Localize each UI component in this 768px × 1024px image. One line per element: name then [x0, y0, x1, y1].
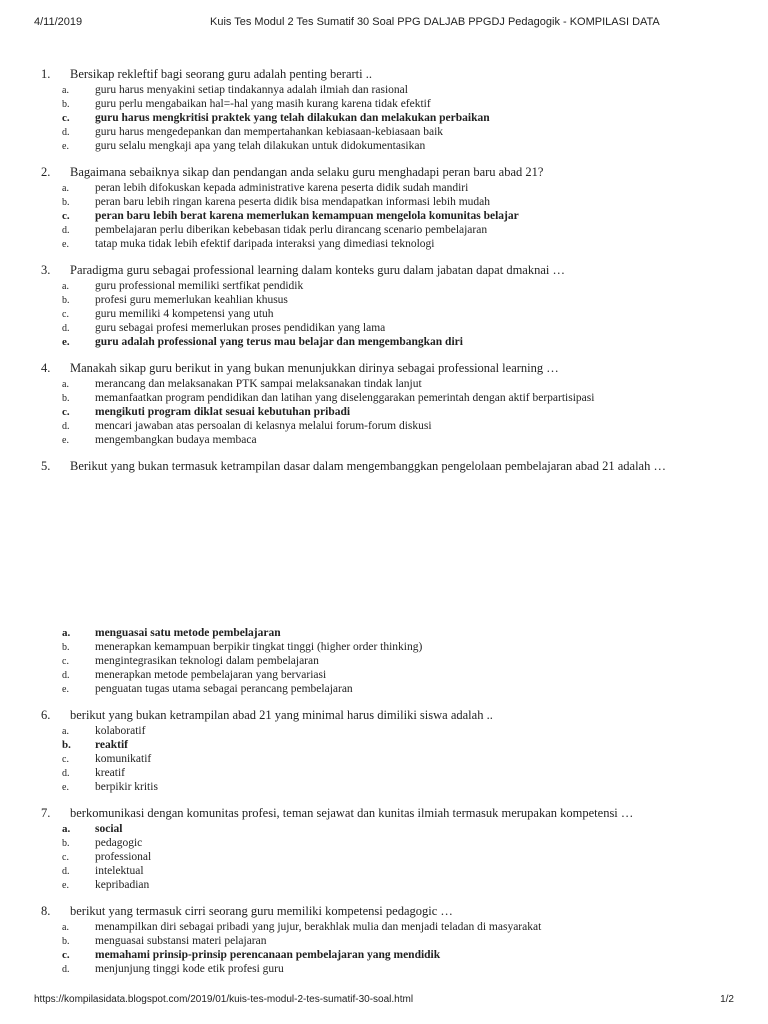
option-text: mengintegrasikan teknologi dalam pembelajaran — [95, 655, 319, 667]
option-letter: d. — [62, 323, 70, 334]
question-6 — [41, 707, 741, 794]
question-number: 5. — [41, 459, 51, 473]
question-body: Bagaimana sebaiknya sikap dan pendangan anda selaku guru menghadapi peran baru abad 21? — [70, 165, 544, 179]
option-text: guru harus mengkritisi praktek yang telah dilakukan dan melakukan perbaikan — [95, 112, 490, 124]
option-letter: c. — [62, 852, 69, 863]
option-d — [41, 223, 741, 237]
option-text: guru selalu mengkaji apa yang telah dilakukan untuk didokumentasikan — [95, 140, 426, 152]
option-letter: a. — [62, 627, 71, 639]
question-8 — [41, 903, 741, 976]
option-letter: a. — [62, 183, 69, 194]
option-e — [41, 433, 741, 447]
option-letter: e. — [62, 239, 69, 250]
option-text: guru harus mengedepankan dan mempertahankan kebiasaan-kebiasaan baik — [95, 126, 444, 138]
option-text: menguasai substansi materi pelajaran — [95, 935, 267, 947]
option-letter: c. — [62, 754, 69, 765]
option-letter: c. — [62, 656, 69, 667]
option-text: pedagogic — [95, 837, 143, 849]
option-letter: e. — [62, 880, 69, 891]
question-body: Bersikap rekleftif bagi seorang guru adalah penting berarti .. — [70, 67, 372, 81]
option-c-answer — [41, 948, 741, 962]
question-number: 1. — [41, 67, 51, 81]
option-c-answer — [41, 111, 741, 125]
option-text: guru professional memiliki sertfikat pendidik — [95, 280, 304, 292]
question-text — [41, 360, 741, 377]
option-text: mencari jawaban atas persoalan di kelasnya melalui forum-forum diskusi — [95, 420, 432, 432]
option-b — [41, 934, 741, 948]
question-text — [41, 164, 741, 181]
option-letter: a. — [62, 922, 69, 933]
option-letter: d. — [62, 670, 70, 681]
option-text: merancang dan melaksanakan PTK sampai melaksanakan tindak lanjut — [95, 378, 422, 390]
option-a — [41, 724, 741, 738]
question-text — [41, 262, 741, 279]
question-text — [41, 903, 741, 920]
option-text: peran baru lebih berat karena memerlukan kemampuan mengelola komunitas belajar — [95, 210, 519, 222]
option-text: komunikatif — [95, 753, 152, 765]
option-letter: b. — [62, 197, 70, 208]
option-text: guru adalah professional yang terus mau belajar dan mengembangkan diri — [95, 336, 463, 348]
option-letter: d. — [62, 225, 70, 236]
page-footer — [34, 994, 734, 1010]
option-a-answer — [41, 822, 741, 836]
option-letter: d. — [62, 127, 70, 138]
option-b — [41, 293, 741, 307]
option-letter: e. — [62, 435, 69, 446]
option-text: social — [95, 823, 123, 835]
option-e — [41, 878, 741, 892]
option-text: menerapkan kemampuan berpikir tingkat tinggi (higher order thinking) — [95, 641, 423, 653]
question-2 — [41, 164, 741, 251]
option-text: berpikir kritis — [95, 781, 158, 793]
option-letter: c. — [62, 112, 70, 124]
option-text: pembelajaran perlu diberikan kebebasan tidak perlu dirancang scenario pembelajaran — [95, 224, 488, 236]
option-d — [41, 766, 741, 780]
option-text: guru memiliki 4 kompetensi yang utuh — [95, 308, 274, 320]
option-a — [41, 279, 741, 293]
option-letter: d. — [62, 768, 70, 779]
question-body: berikut yang bukan ketrampilan abad 21 yang minimal harus dimiliki siswa adalah .. — [70, 708, 493, 722]
question-text — [41, 458, 741, 475]
option-letter: b. — [62, 642, 70, 653]
option-e — [41, 682, 741, 696]
option-d — [41, 125, 741, 139]
option-b — [41, 195, 741, 209]
option-letter: a. — [62, 726, 69, 737]
option-text: kepribadian — [95, 879, 150, 891]
option-letter: c. — [62, 210, 70, 222]
question-number: 2. — [41, 165, 51, 179]
question-number: 3. — [41, 263, 51, 277]
option-c — [41, 850, 741, 864]
option-letter: e. — [62, 336, 70, 348]
question-1 — [41, 66, 741, 153]
option-e — [41, 237, 741, 251]
option-d — [41, 962, 741, 976]
question-number: 6. — [41, 708, 51, 722]
page-number: 1/2 — [720, 994, 734, 1005]
question-body: berikut yang termasuk cirri seorang guru memiliki kompetensi pedagogic … — [70, 904, 453, 918]
question-body: berkomunikasi dengan komunitas profesi, teman sejawat dan kunitas ilmiah termasuk merupakan kompetensi … — [70, 806, 634, 820]
question-body: Berikut yang bukan termasuk ketrampilan dasar dalam mengembanggkan pengelolaan pembelajaran abad 21 adalah … — [70, 459, 666, 473]
option-d — [41, 419, 741, 433]
option-c-answer — [41, 209, 741, 223]
option-e — [41, 139, 741, 153]
option-letter: c. — [62, 949, 70, 961]
option-b — [41, 836, 741, 850]
option-text: memahami prinsip-prinsip perencanaan pembelajaran yang mendidik — [95, 949, 441, 961]
option-letter: d. — [62, 421, 70, 432]
option-text: mengembangkan budaya membaca — [95, 434, 257, 446]
option-text: reaktif — [95, 739, 129, 751]
option-letter: e. — [62, 782, 69, 793]
option-b — [41, 640, 741, 654]
option-letter: a. — [62, 823, 71, 835]
option-c — [41, 654, 741, 668]
print-date: 4/11/2019 — [34, 16, 83, 28]
option-text: profesi guru memerlukan keahlian khusus — [95, 294, 288, 306]
option-letter: d. — [62, 964, 70, 975]
option-a-answer — [41, 626, 741, 640]
option-b-answer — [41, 738, 741, 752]
option-letter: b. — [62, 936, 70, 947]
question-text — [41, 805, 741, 822]
option-c — [41, 307, 741, 321]
option-text: menguasai satu metode pembelajaran — [95, 627, 281, 639]
question-number: 7. — [41, 806, 51, 820]
option-letter: e. — [62, 684, 69, 695]
option-a — [41, 83, 741, 97]
option-c — [41, 752, 741, 766]
option-text: peran baru lebih ringan karena peserta didik bisa mendapatkan informasi lebih mudah — [95, 196, 491, 208]
option-letter: d. — [62, 866, 70, 877]
question-body: Manakah sikap guru berikut in yang bukan menunjukkan dirinya sebagai professional learning … — [70, 361, 559, 375]
source-url: https://kompilasidata.blogspot.com/2019/01/kuis-tes-modul-2-tes-sumatif-30-soal.html — [34, 994, 414, 1005]
option-letter: a. — [62, 379, 69, 390]
option-text: professional — [95, 851, 152, 863]
option-letter: b. — [62, 99, 70, 110]
option-b — [41, 97, 741, 111]
option-text: memanfaatkan program pendidikan dan latihan yang diselenggarakan pemerintah dengan aktif berpartisipasi — [95, 392, 595, 404]
option-letter: b. — [62, 739, 71, 751]
question-text — [41, 707, 741, 724]
question-number: 8. — [41, 904, 51, 918]
option-text: kolaboratif — [95, 725, 146, 737]
option-text: intelektual — [95, 865, 144, 877]
option-text: mengikuti program diklat sesuai kebutuhan pribadi — [95, 406, 351, 418]
question-text — [41, 66, 741, 83]
option-letter: a. — [62, 281, 69, 292]
question-3 — [41, 262, 741, 349]
option-text: guru harus menyakini setiap tindakannya adalah ilmiah dan rasional — [95, 84, 408, 96]
option-text: guru sebagai profesi memerlukan proses pendidikan yang lama — [95, 322, 386, 334]
option-d — [41, 668, 741, 682]
option-letter: e. — [62, 141, 69, 152]
option-letter: a. — [62, 85, 69, 96]
question-4 — [41, 360, 741, 447]
option-a — [41, 181, 741, 195]
option-letter: b. — [62, 393, 70, 404]
option-e-answer — [41, 335, 741, 349]
option-a — [41, 920, 741, 934]
question-number: 4. — [41, 361, 51, 375]
option-text: penguatan tugas utama sebagai perancang pembelajaran — [95, 683, 353, 695]
page-title: Kuis Tes Modul 2 Tes Sumatif 30 Soal PPG DALJAB PPGDJ Pedagogik - KOMPILASI DATA — [210, 16, 660, 28]
question-5 — [41, 458, 741, 696]
option-text: guru perlu mengabaikan hal=-hal yang masih kurang karena tidak efektif — [95, 98, 431, 110]
option-d — [41, 864, 741, 878]
question-body: Paradigma guru sebagai professional learning dalam konteks guru dalam jabatan dapat dmaknai … — [70, 263, 565, 277]
option-letter: c. — [62, 309, 69, 320]
quiz-content — [41, 66, 741, 976]
option-text: menjunjung tinggi kode etik profesi guru — [95, 963, 284, 975]
option-d — [41, 321, 741, 335]
blank-space — [41, 475, 741, 626]
option-letter: b. — [62, 838, 70, 849]
option-a — [41, 377, 741, 391]
option-text: tatap muka tidak lebih efektif daripada interaksi yang dimediasi teknologi — [95, 238, 435, 250]
option-b — [41, 391, 741, 405]
option-text: menampilkan diri sebagai pribadi yang jujur, berakhlak mulia dan menjadi teladan di masyarakat — [95, 921, 542, 933]
page-header — [34, 16, 734, 32]
option-e — [41, 780, 741, 794]
option-letter: b. — [62, 295, 70, 306]
option-text: peran lebih difokuskan kepada administrative karena peserta didik sudah mandiri — [95, 182, 469, 194]
option-letter: c. — [62, 406, 70, 418]
option-c-answer — [41, 405, 741, 419]
option-text: kreatif — [95, 767, 126, 779]
question-7 — [41, 805, 741, 892]
option-text: menerapkan metode pembelajaran yang bervariasi — [95, 669, 327, 681]
